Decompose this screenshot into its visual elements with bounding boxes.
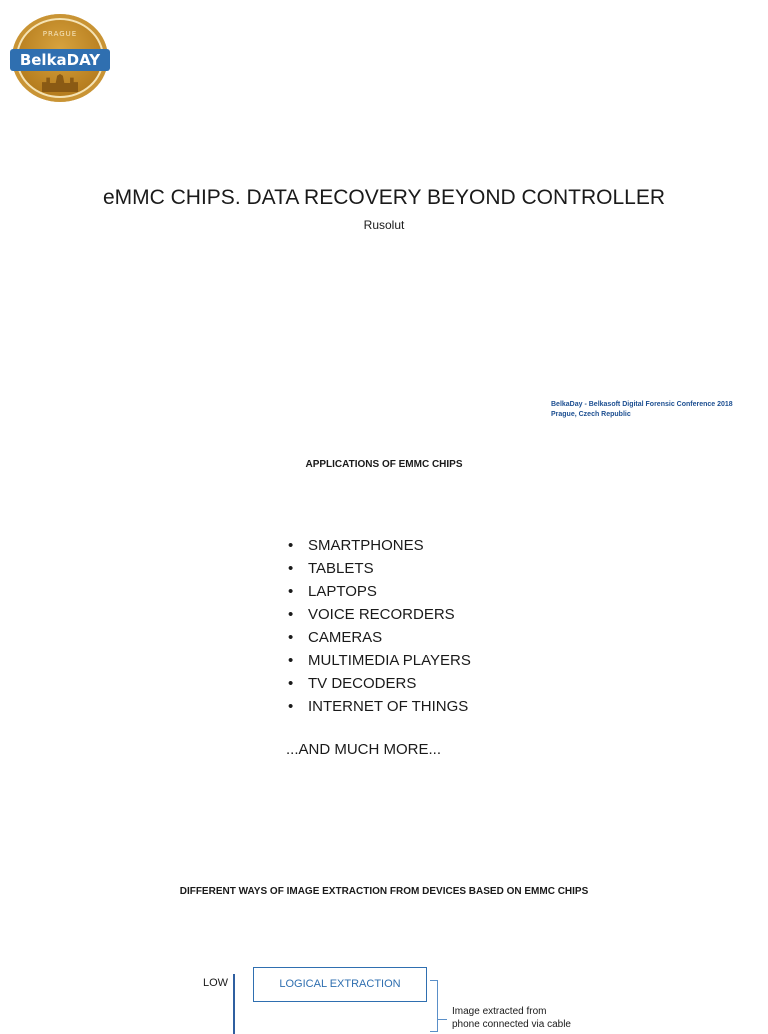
- list-item: • MULTIMEDIA PLAYERS: [288, 649, 471, 672]
- slide-title: eMMC CHIPS. DATA RECOVERY BEYOND CONTROLLER: [102, 186, 666, 209]
- scale-axis-line: [233, 974, 235, 1034]
- list-item: • VOICE RECORDERS: [288, 603, 471, 626]
- scale-low-label: LOW: [203, 977, 229, 989]
- badge-ribbon: [10, 49, 110, 71]
- list-item: • LAPTOPS: [288, 580, 471, 603]
- bullet-icon: •: [288, 629, 294, 646]
- bracket-connector: [430, 980, 438, 1032]
- conference-line-2: Prague, Czech Republic: [551, 411, 631, 418]
- extraction-slide: [0, 808, 768, 1030]
- list-item: • SMARTPHONES: [288, 534, 471, 557]
- applications-slide: [0, 388, 768, 808]
- castle-icon: [42, 74, 78, 92]
- bullet-icon: •: [288, 606, 294, 623]
- conference-line-1: BelkaDay - Belkasoft Digital Forensic Conference 2018: [551, 401, 733, 408]
- bullet-icon: •: [288, 652, 294, 669]
- list-item: • INTERNET OF THINGS: [288, 695, 471, 718]
- bullet-icon: •: [288, 560, 294, 577]
- note-line-1: Image extracted from: [452, 1006, 547, 1017]
- bullet-icon: •: [288, 698, 294, 715]
- list-item: • CAMERAS: [288, 626, 471, 649]
- badge-top-text: PRAGUE: [42, 30, 78, 38]
- conference-note: [551, 400, 733, 420]
- extraction-note: [452, 1005, 602, 1031]
- note-line-2: phone connected via cable: [452, 1019, 571, 1030]
- title-slide: [0, 0, 768, 388]
- and-much-more-text: ...AND MUCH MORE...: [286, 741, 442, 758]
- extraction-heading: DIFFERENT WAYS OF IMAGE EXTRACTION FROM DEVICES BASED ON EMMC CHIPS: [179, 886, 589, 897]
- list-item: • TABLETS: [288, 557, 471, 580]
- bullet-icon: •: [288, 583, 294, 600]
- belkaday-badge-logo: [12, 14, 108, 102]
- bracket-tick: [437, 1019, 447, 1020]
- bullet-icon: •: [288, 675, 294, 692]
- logical-extraction-box: LOGICAL EXTRACTION: [253, 967, 427, 1002]
- badge-ribbon-text: BelkaDAY: [19, 51, 101, 69]
- slide-subtitle: Rusolut: [363, 218, 405, 232]
- applications-heading: APPLICATIONS OF EMMC CHIPS: [305, 459, 463, 470]
- bullet-icon: •: [288, 537, 294, 554]
- applications-list: [288, 534, 471, 718]
- list-item: • TV DECODERS: [288, 672, 471, 695]
